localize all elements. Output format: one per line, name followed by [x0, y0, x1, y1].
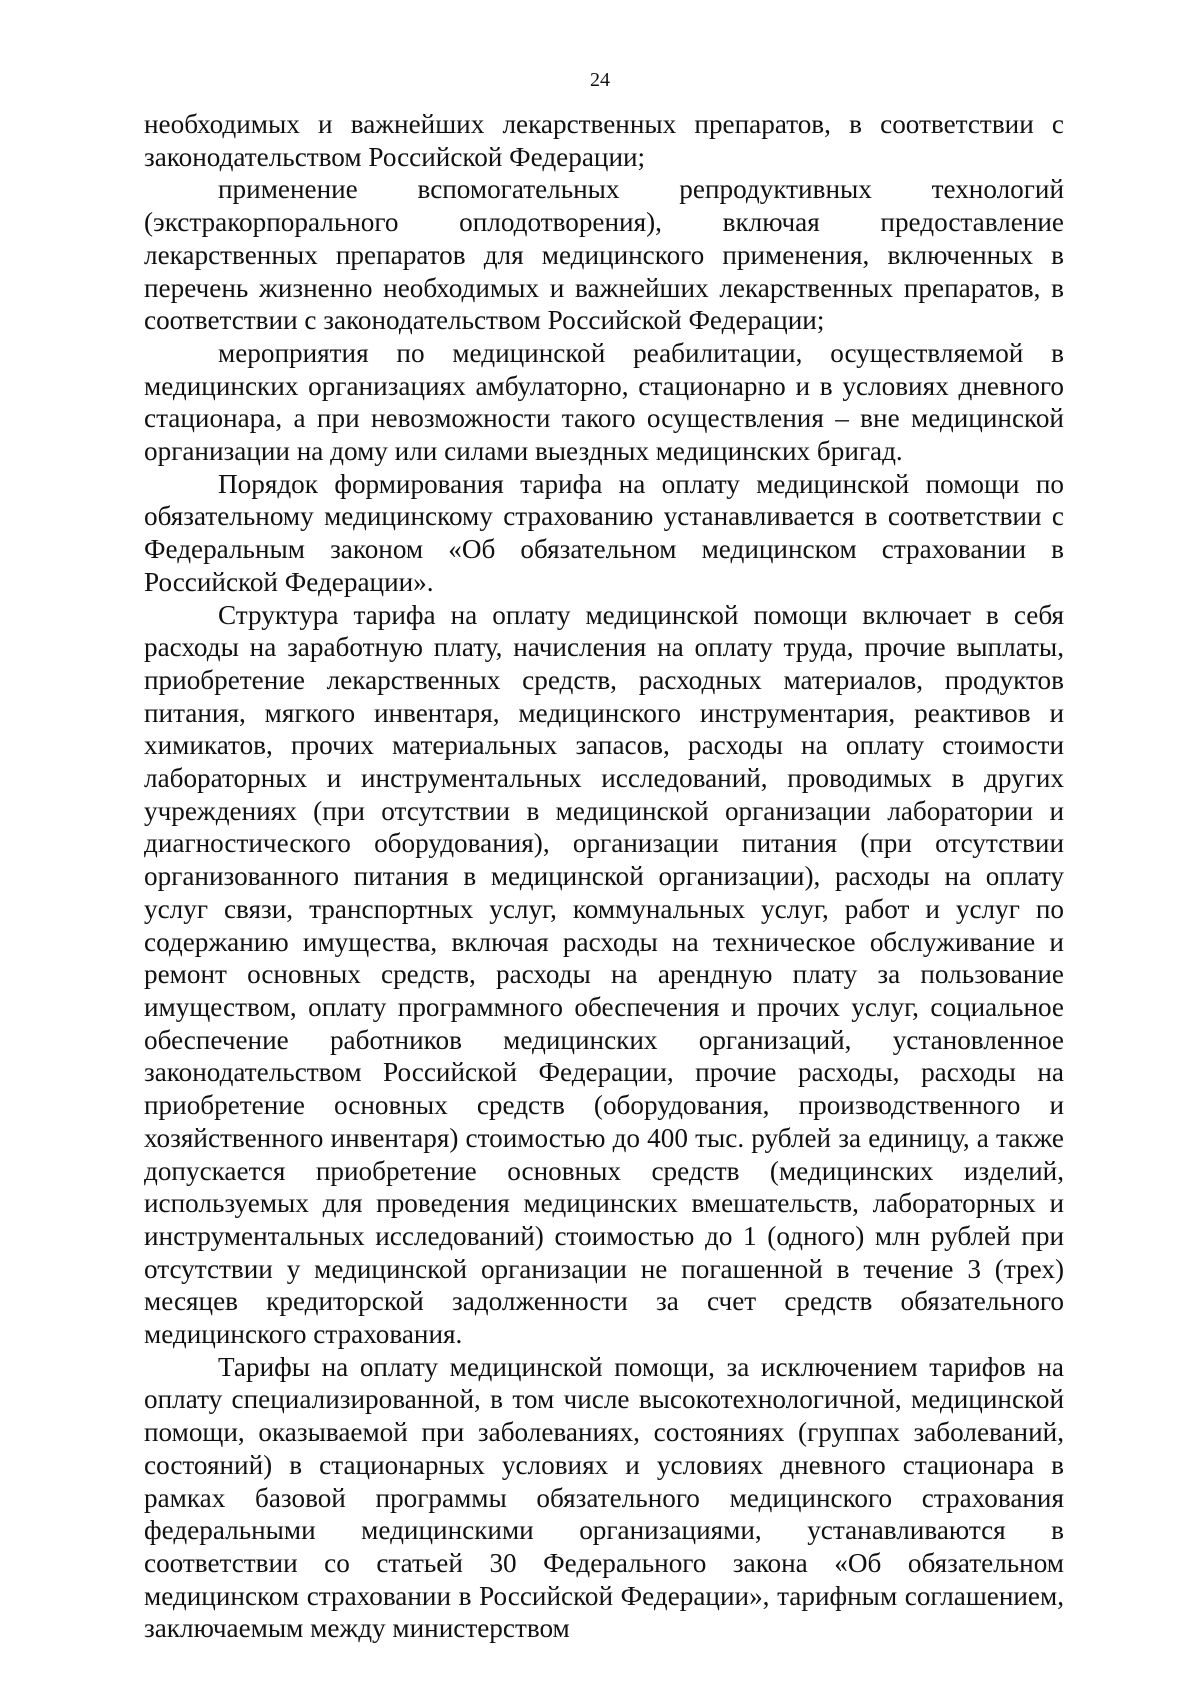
- paragraph-tariff-procedure: Порядок формирования тарифа на оплату медицинской помощи по обязательному медицинскому страхованию устанавливается в соответствии с Федеральным законом «Об обязательном медицинском страховании в Российской Федерации».: [144, 468, 1064, 597]
- paragraph-tariffs: Тарифы на оплату медицинской помощи, за исключением тарифов на оплату специализированной, в том числе высокотехнологичной, медицинской помощи, оказываемой при заболеваниях, состояниях (группах заболеваний, состояний) в стационарных условиях и условиях дневного стационара в рамках базовой программы обязательного медицинского страхования федеральными медицинскими организациями, устанавливаются в соответствии со статьей 30 Федерального закона «Об обязательном медицинском страховании в Российской Федерации», тарифным соглашением, заключаемым между министерством: [144, 1351, 1064, 1644]
- document-body: [144, 108, 1064, 1645]
- paragraph-tariff-structure: Структура тарифа на оплату медицинской помощи включает в себя расходы на заработную плату, начисления на оплату труда, прочие выплаты, приобретение лекарственных средств, расходных материалов, продуктов питания, мягкого инвентаря, медицинского инструментария, реактивов и химикатов, прочих материальных запасов, расходы на оплату стоимости лабораторных и инструментальных исследований, проводимых в других учреждениях (при отсутствии в медицинской организации лаборатории и диагностического оборудования), организации питания (при отсутствии организованного питания в медицинской организации), расходы на оплату услуг связи, транспортных услуг, коммунальных услуг, работ и услуг по содержанию имущества, включая расходы на техническое обслуживание и ремонт основных средств, расходы на арендную плату за пользование имуществом, оплату программного обеспечения и прочих услуг, социальное обеспечение работников медицинских организаций, установленное законодательством Российской Федерации, прочие расходы, расходы на приобретение основных средств (оборудования, производственного и хозяйственного инвентаря) стоимостью до 400 тыс. рублей за единицу, а также допускается приобретение основных средств (медицинских изделий, используемых для проведения медицинских вмешательств, лабораторных и инструментальных исследований) стоимостью до 1 (одного) млн рублей при отсутствии у медицинской организации не погашенной в течение 3 (трех) месяцев кредиторской задолженности за счет средств обязательного медицинского страхования.: [144, 599, 1064, 1350]
- paragraph-continuation: необходимых и важнейших лекарственных препаратов, в соответствии с законодательством Российской Федерации;: [144, 109, 1064, 172]
- page-number: 24: [590, 69, 610, 91]
- paragraph-reproductive-technologies: применение вспомогательных репродуктивных технологий (экстракорпорального оплодотворения), включая предоставление лекарственных препаратов для медицинского применения, включенных в перечень жизненно необходимых и важнейших лекарственных препаратов, в соответствии с законодательством Российской Федерации;: [144, 174, 1064, 336]
- paragraph-rehabilitation: мероприятия по медицинской реабилитации, осуществляемой в медицинских организациях амбулаторно, стационарно и в условиях дневного стационара, а при невозможности такого осуществления – вне медицинской организации на дому или силами выездных медицинских бригад.: [144, 337, 1064, 467]
